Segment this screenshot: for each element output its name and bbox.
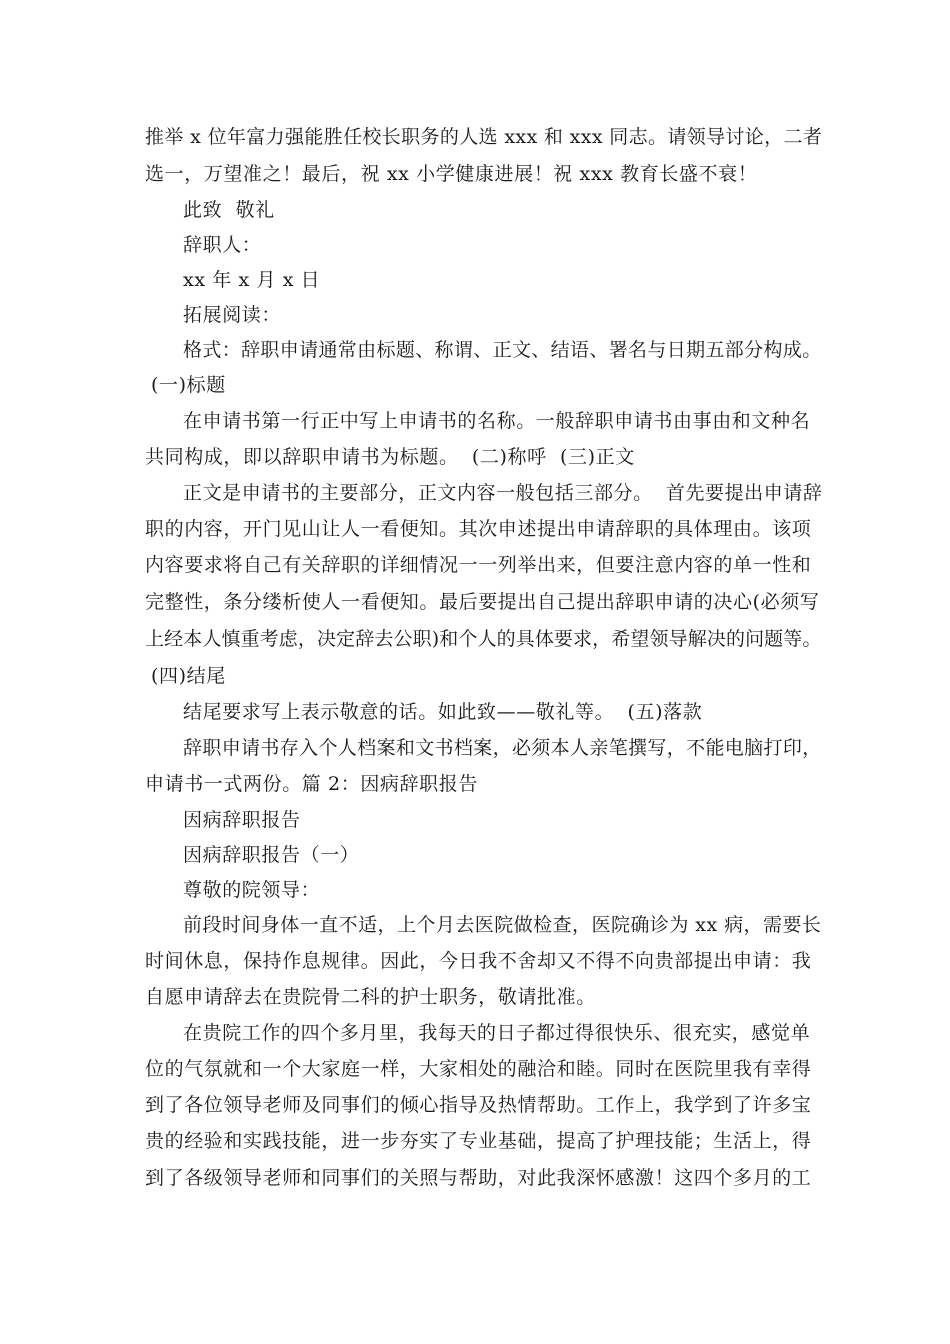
text-line: 位的气氛就和一个大家庭一样，大家相处的融洽和睦。同时在医院里我有幸得 (145, 1058, 812, 1080)
text-line: 到了各位领导老师及同事们的倾心指导及热情帮助。工作上，我学到了许多宝 (145, 1094, 812, 1116)
text-line: 自愿申请辞去在贵院骨二科的护士职务，敬请批准。 (145, 986, 596, 1008)
text-line: 前段时间身体一直不适，上个月去医院做检查，医院确诊为 xx 病，需要长 (183, 914, 822, 936)
text-line: (四)结尾 (151, 665, 226, 687)
text-line: 申请书一式两份。篇 2：因病辞职报告 (145, 773, 478, 795)
text-line: 内容要求将自己有关辞职的详细情况一一列举出来，但要注意内容的单一性和 (145, 554, 812, 576)
text-line: 职的内容，开门见山让人一看便知。其次申述提出申请辞职的具体理由。该项 (145, 518, 812, 540)
text-line: 推举 x 位年富力强能胜任校长职务的人选 xxx 和 xxx 同志。请领导讨论，二者 (145, 126, 823, 148)
text-line: 拓展阅读： (183, 304, 282, 326)
text-line: 在贵院工作的四个多月里，我每天的日子都过得很快乐、很充实，感觉单 (183, 1022, 811, 1044)
text-line: (一)标题 (151, 374, 226, 396)
text-line: 时间休息，保持作息规律。因此，今日我不舍却又不得不向贵部提出申请：我 (145, 950, 812, 972)
text-line: 辞职人： (183, 234, 262, 256)
text-line: 格式：辞职申请通常由标题、称谓、正文、结语、署名与日期五部分构成。 (183, 339, 822, 361)
text-line: 到了各级领导老师和同事们的关照与帮助，对此我深怀感激！这四个多月的工 (145, 1167, 812, 1189)
text-line: 完整性，条分缕析使人一看便知。最后要提出自己提出辞职申请的决心(必须写 (145, 591, 820, 613)
text-line: 因病辞职报告（一） (183, 844, 360, 866)
text-line: 结尾要求写上表示敬意的话。如此致——敬礼等。 (五)落款 (183, 701, 703, 723)
text-line: 共同构成，即以辞职申请书为标题。 (二)称呼 (三)正文 (145, 446, 635, 468)
text-line: 此致 敬礼 (183, 199, 275, 221)
text-line: xx 年 x 月 x 日 (183, 269, 321, 291)
text-line: 尊敬的院领导： (183, 879, 321, 901)
text-line: 因病辞职报告 (183, 809, 301, 831)
text-line: 辞职申请书存入个人档案和文书档案，必须本人亲笔撰写，不能电脑打印， (183, 737, 822, 759)
text-line: 正文是申请书的主要部分，正文内容一般包括三部分。 首先要提出申请辞 (183, 482, 823, 504)
text-line: 贵的经验和实践技能，进一步夯实了专业基础，提高了护理技能；生活上，得 (145, 1130, 812, 1152)
text-line: 在申请书第一行正中写上申请书的名称。一般辞职申请书由事由和文种名 (183, 410, 811, 432)
text-line: 上经本人慎重考虑，决定辞去公职)和个人的具体要求，希望领导解决的问题等。 (145, 628, 822, 650)
text-line: 选一，万望准之！最后，祝 xx 小学健康进展！祝 xxx 教育长盛不衰！ (145, 163, 758, 185)
